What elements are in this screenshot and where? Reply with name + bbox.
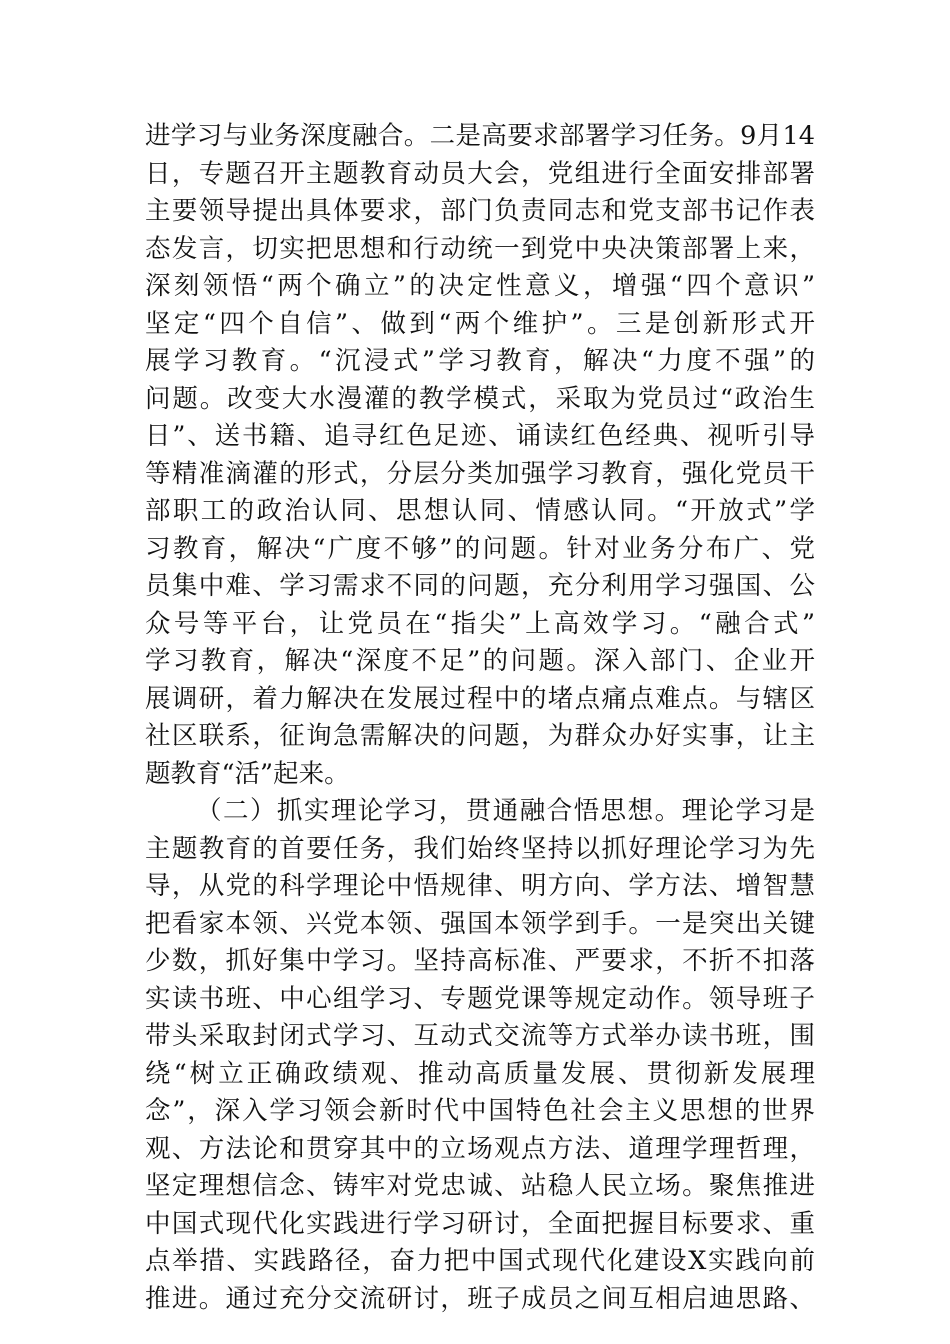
text-line: 观、方法论和贯穿其中的立场观点方法、道理学理哲理， — [145, 1133, 815, 1164]
text-line: 中国式现代化实践进行学习研讨，全面把握目标要求、重 — [145, 1208, 815, 1239]
text-line: 展调研，着力解决在发展过程中的堵点痛点难点。与辖区 — [145, 683, 815, 714]
text-line: 实读书班、中心组学习、专题党课等规定动作。领导班子 — [145, 983, 815, 1014]
text-line: 坚定理想信念、铸牢对党忠诚、站稳人民立场。聚焦推进 — [145, 1171, 815, 1201]
text-line: 进学习与业务深度融合。二是高要求部署学习任务。9月14 — [145, 121, 815, 151]
body-text — [145, 118, 815, 1318]
text-line: 日”、送书籍、追寻红色足迹、诵读红色经典、视听引导 — [145, 421, 815, 451]
text-line: 部职工的政治认同、思想认同、情感认同。“开放式”学 — [145, 496, 815, 526]
text-line: 员集中难、学习需求不同的问题，充分利用学习强国、公 — [145, 571, 815, 601]
section-heading-line: （二）抓实理论学习，贯通融合悟思想。理论学习是 — [196, 796, 815, 826]
text-line: 题教育“活”起来。 — [145, 758, 350, 789]
text-line: 日，专题召开主题教育动员大会，党组进行全面安排部署 — [145, 158, 815, 189]
text-line: 众号等平台，让党员在“指尖”上高效学习。“融合式” — [145, 608, 815, 639]
text-line: 主要领导提出具体要求，部门负责同志和党支部书记作表 — [145, 196, 815, 226]
text-line: 主题教育的首要任务，我们始终坚持以抓好理论学习为先 — [145, 833, 815, 864]
text-line: 习教育，解决“广度不够”的问题。针对业务分布广、党 — [145, 533, 815, 564]
text-line: 等精准滴灌的形式，分层分类加强学习教育，强化党员干 — [145, 458, 815, 489]
text-line: 学习教育，解决“深度不足”的问题。深入部门、企业开 — [145, 646, 815, 676]
text-line: 社区联系，征询急需解决的问题，为群众办好实事，让主 — [145, 721, 815, 751]
text-line: 展学习教育。“沉浸式”学习教育，解决“力度不强”的 — [145, 346, 815, 376]
text-line: 带头采取封闭式学习、互动式交流等方式举办读书班，围 — [145, 1021, 815, 1051]
text-line: 问题。改变大水漫灌的教学模式，采取为党员过“政治生 — [145, 383, 815, 414]
text-line: 坚定“四个自信”、做到“两个维护”。三是创新形式开 — [145, 308, 815, 339]
text-line: 导，从党的科学理论中悟规律、明方向、学方法、增智慧 — [145, 871, 815, 901]
text-line: 念”，深入学习领会新时代中国特色社会主义思想的世界 — [145, 1096, 815, 1126]
text-line: 态发言，切实把思想和行动统一到党中央决策部署上来， — [145, 233, 815, 264]
text-line: 深刻领悟“两个确立”的决定性意义，增强“四个意识” — [145, 271, 815, 301]
text-line: 点举措、实践路径，奋力把中国式现代化建设X实践向前 — [145, 1246, 815, 1276]
text-line: 少数，抓好集中学习。坚持高标准、严要求，不折不扣落 — [145, 946, 815, 976]
text-line: 把看家本领、兴党本领、强国本领学到手。一是突出关键 — [145, 908, 815, 939]
text-line: 推进。通过充分交流研讨，班子成员之间互相启迪思路、 — [145, 1283, 815, 1314]
text-line: 绕“树立正确政绩观、推动高质量发展、贯彻新发展理 — [145, 1058, 815, 1089]
